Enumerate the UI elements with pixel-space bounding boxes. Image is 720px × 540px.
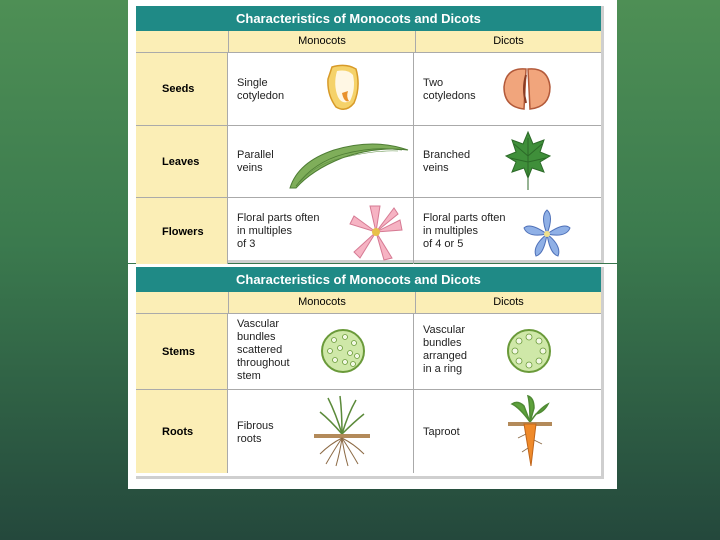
dicot-seeds-text: Two cotyledons xyxy=(423,77,476,102)
single-cotyledon-seed-icon xyxy=(324,63,364,115)
row-label-stems: Stems xyxy=(136,314,228,389)
monocot-seeds-text: Single cotyledon xyxy=(237,77,285,102)
dicot-roots-cell xyxy=(414,390,601,473)
dicot-stems-cell xyxy=(414,314,601,389)
column-header-row xyxy=(136,292,601,314)
monocot-leaves-cell xyxy=(228,126,414,197)
branched-vein-leaf-icon xyxy=(504,130,552,192)
dicot-stems-text: Vascular bundles arranged in a ring xyxy=(423,324,468,375)
monocot-stems-text: Vascular bundles scattered throughout stem xyxy=(237,318,290,382)
lily-flower-icon xyxy=(348,202,404,264)
dicot-leaves-text: Branched veins xyxy=(423,149,471,174)
monocot-roots-text: Fibrous roots xyxy=(237,420,274,445)
column-header-dicots: Dicots xyxy=(493,296,524,308)
dicot-leaves-cell xyxy=(414,126,601,197)
characteristics-table-2 xyxy=(136,267,604,479)
row-label-roots: Roots xyxy=(136,390,228,473)
table-row-stems xyxy=(136,314,601,390)
table-card-2 xyxy=(128,264,617,489)
row-label-flowers: Flowers xyxy=(136,198,228,266)
monocot-seeds-cell xyxy=(228,53,414,125)
characteristics-table-1 xyxy=(136,6,604,263)
monocot-flowers-text: Floral parts often in multiples of 3 xyxy=(237,212,320,250)
column-header-monocots: Monocots xyxy=(229,31,416,52)
table-row-seeds xyxy=(136,53,601,126)
row-label-leaves: Leaves xyxy=(136,126,228,197)
fibrous-roots-icon xyxy=(312,394,372,468)
monocot-stems-cell xyxy=(228,314,414,389)
monocot-flowers-cell xyxy=(228,198,414,266)
table-row-roots xyxy=(136,390,601,473)
table-row-flowers xyxy=(136,198,601,266)
dicot-roots-text: Taproot xyxy=(423,426,460,438)
column-header-blank xyxy=(136,31,229,52)
column-header-dicots: Dicots xyxy=(493,35,524,47)
monocot-roots-cell xyxy=(228,390,414,473)
row-label-seeds: Seeds xyxy=(136,53,228,125)
column-header-row xyxy=(136,31,601,53)
dicot-seeds-cell xyxy=(414,53,601,125)
parallel-vein-leaf-icon xyxy=(284,132,412,190)
five-petal-flower-icon xyxy=(522,208,572,260)
table-title: Characteristics of Monocots and Dicots xyxy=(136,267,601,292)
taproot-carrot-icon xyxy=(506,394,554,468)
monocot-leaves-text: Parallel veins xyxy=(237,149,274,174)
scattered-bundles-stem-icon xyxy=(320,328,366,374)
dicot-flowers-cell xyxy=(414,198,601,266)
dicot-flowers-text: Floral parts often in multiples of 4 or 5 xyxy=(423,212,506,250)
ring-bundles-stem-icon xyxy=(506,328,552,374)
table-row-leaves xyxy=(136,126,601,198)
two-cotyledon-seed-icon xyxy=(500,65,554,113)
column-header-monocots: Monocots xyxy=(229,292,416,313)
table-title: Characteristics of Monocots and Dicots xyxy=(136,6,601,31)
column-header-blank xyxy=(136,292,229,313)
table-card-1 xyxy=(128,0,617,263)
